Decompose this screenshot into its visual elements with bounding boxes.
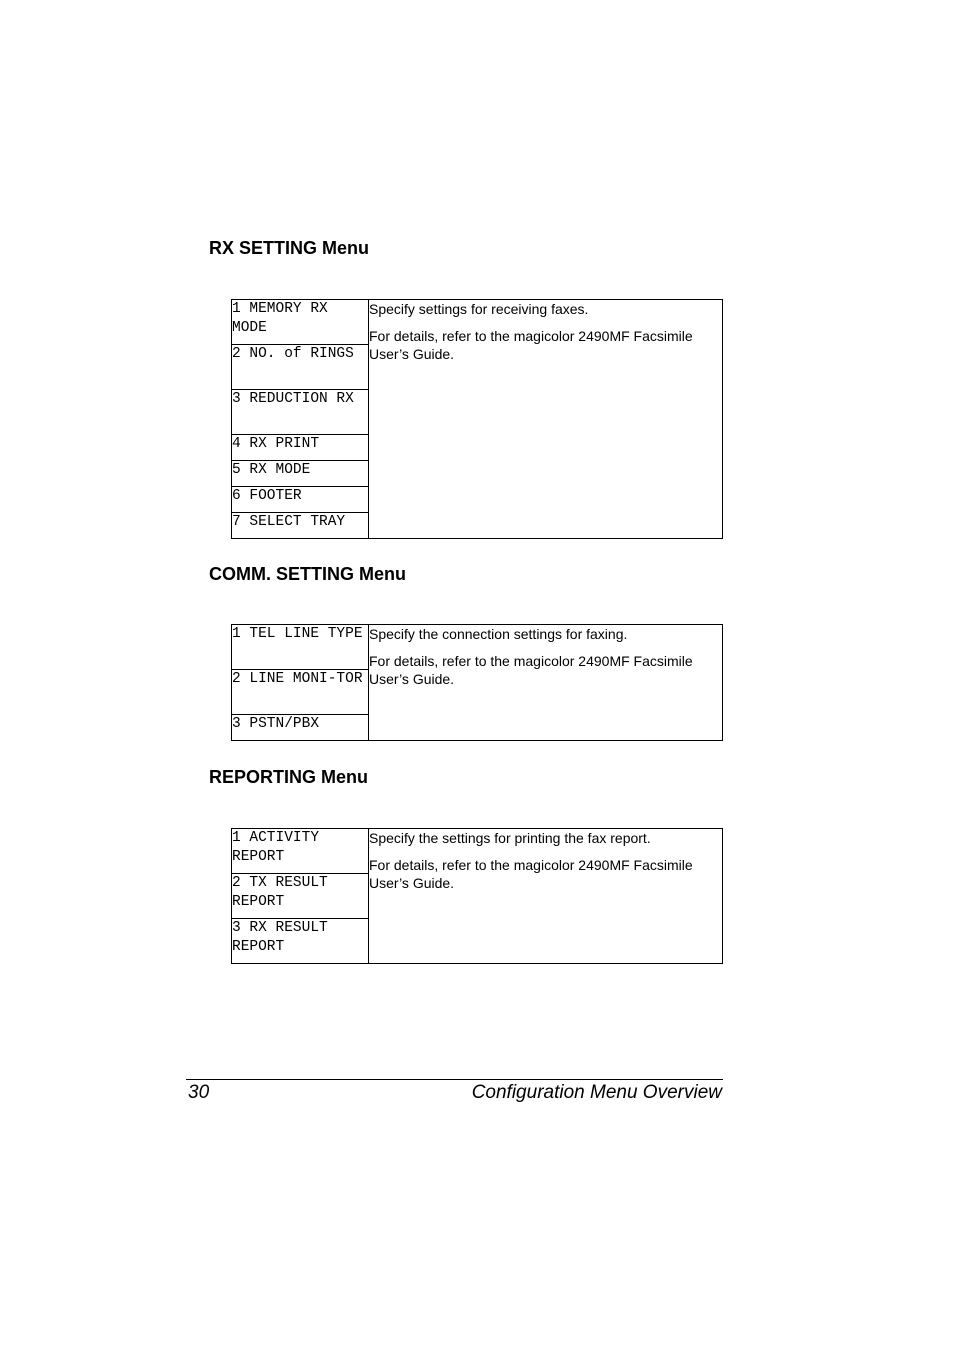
menu-item-pstn-pbx: 3 PSTN/PBX (232, 715, 369, 741)
comm-setting-description (369, 625, 723, 741)
description-text: Specify the connection settings for faxing. (369, 626, 628, 642)
footer-section-title: Configuration Menu Overview (471, 1082, 722, 1103)
comm-setting-heading: COMM. SETTING Menu (209, 564, 406, 584)
menu-item-tx-result-report: 2 TX RESULT REPORT (232, 874, 369, 919)
page-number: 30 (188, 1082, 210, 1103)
rx-setting-table (231, 299, 723, 539)
menu-item-line-monitor: 2 LINE MONI-TOR (232, 670, 369, 715)
description-text: Specify the settings for printing the fax report. (369, 830, 651, 846)
rx-setting-description (369, 300, 723, 539)
comm-setting-table (231, 624, 723, 741)
menu-item-rx-print: 4 RX PRINT (232, 435, 369, 461)
footer-divider (186, 1079, 723, 1080)
menu-item-memory-rx-mode: 1 MEMORY RX MODE (232, 300, 369, 345)
menu-item-select-tray: 7 SELECT TRAY (232, 513, 369, 539)
menu-item-rx-mode: 5 RX MODE (232, 461, 369, 487)
details-text: For details, refer to the magicolor 2490MF Facsimile User’s Guide. (369, 653, 693, 687)
menu-item-reduction-rx: 3 REDUCTION RX (232, 390, 369, 435)
description-text: Specify settings for receiving faxes. (369, 301, 589, 317)
reporting-heading: REPORTING Menu (209, 767, 369, 787)
reporting-table (231, 828, 723, 964)
menu-item-no-of-rings: 2 NO. of RINGS (232, 345, 369, 390)
menu-item-activity-report: 1 ACTIVITY REPORT (232, 829, 369, 874)
menu-item-rx-result-report: 3 RX RESULT REPORT (232, 919, 369, 964)
details-text: For details, refer to the magicolor 2490MF Facsimile User’s Guide. (369, 328, 693, 362)
menu-item-footer: 6 FOOTER (232, 487, 369, 513)
details-text: For details, refer to the magicolor 2490MF Facsimile User’s Guide. (369, 857, 693, 891)
menu-item-tel-line-type: 1 TEL LINE TYPE (232, 625, 369, 670)
reporting-description (369, 829, 723, 964)
rx-setting-heading: RX SETTING Menu (209, 238, 370, 258)
